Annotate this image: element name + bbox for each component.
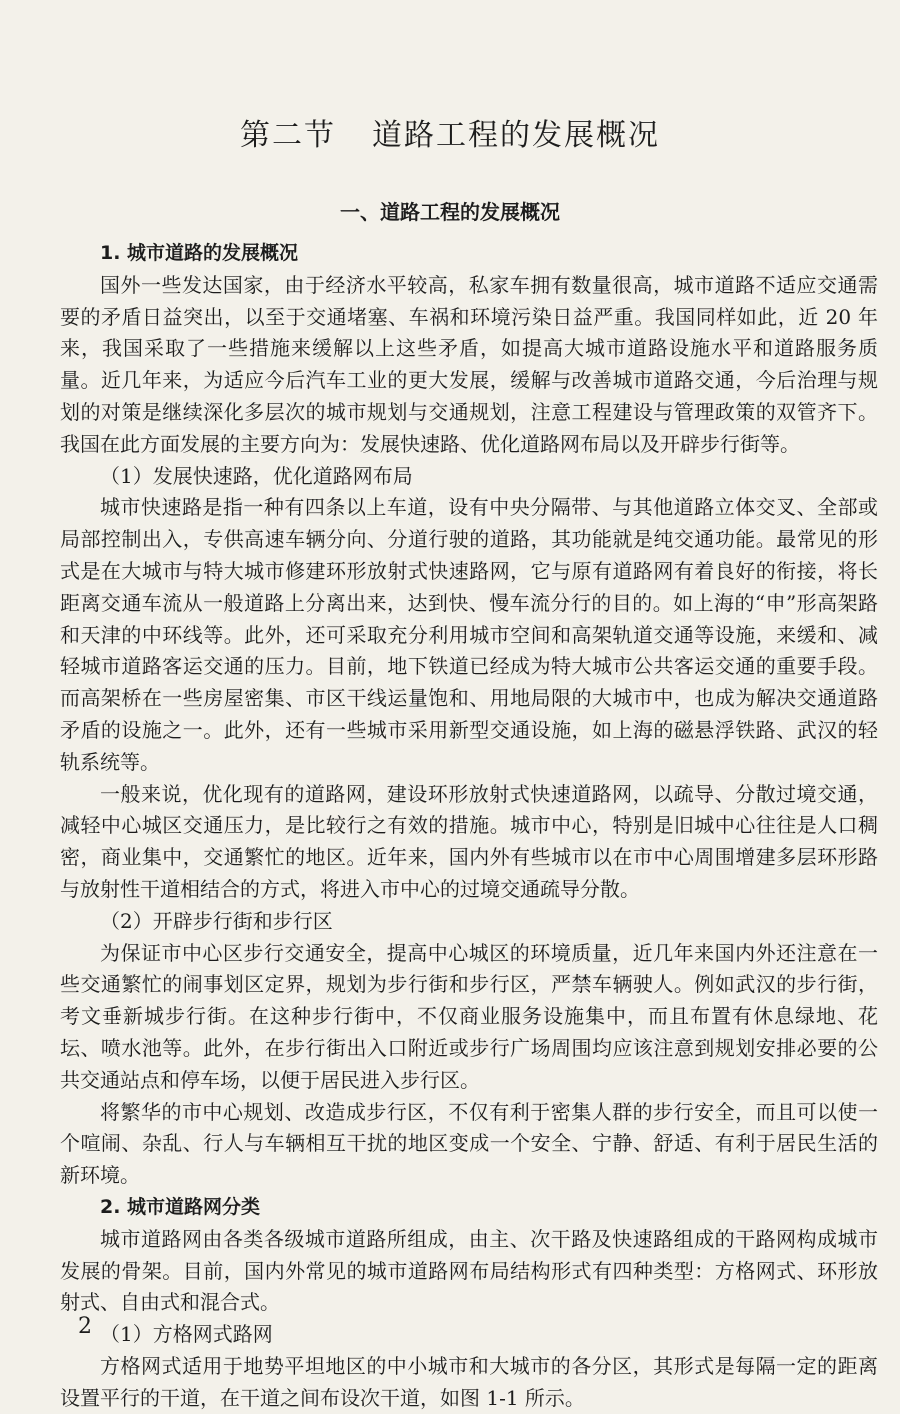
paragraph: 为保证市中心区步行交通安全，提高中心城区的环境质量，近几年来国内外还注意在一些交通繁忙的闹事划区定界，规划为步行街和步行区，严禁车辆驶人。例如武汉的步行街，考文垂新城步行街。在这种步行街中，不仅商业服务设施集中，而且布置有休息绿地、花坛、喷水池等。此外，在步行街出入口附近或步行广场周围均应该注意到规划安排必要的公共交通站点和停车场，以便于居民进入步行区。: [60, 940, 878, 1092]
paragraph: 城市快速路是指一种有四条以上车道，设有中央分隔带、与其他道路立体交叉、全部或局部控制出入，专供高速车辆分向、分道行驶的道路，其功能就是纯交通功能。最常见的形式是在大城市与特大城市修建环形放射式快速路网，它与原有道路网有着良好的衔接，将长距离交通车流从一般道路上分离出来，达到快、慢车流分行的目的。如上海的“申”形高架路和天津的中环线等。此外，还可采取充分利用城市空间和高架轨道交通等设施，来缓和、减轻城市道路客运交通的压力。目前，地下铁道已经成为特大城市公共客运交通的重要手段。而高架桥在一些房屋密集、市区干线运量饱和、用地局限的大城市中，也成为解决交通道路矛盾的设施之一。此外，还有一些城市采用新型交通设施，如上海的磁悬浮铁路、武汉的轻轨系统等。: [60, 495, 878, 774]
paragraph: 城市道路网由各类各级城市道路所组成，由主、次干路及快速路组成的干路网构成城市发展的骨架。目前，国内外常见的城市道路网布局结构形式有四种类型：方格网式、环形放射式、自由式和混合式。: [60, 1226, 878, 1315]
body-text: [60, 238, 878, 1414]
paragraph: 将繁华的市中心规划、改造成步行区，不仅有利于密集人群的步行安全，而且可以使一个喧闹、杂乱、行人与车辆相互干扰的地区变成一个安全、宁静、舒适、有利于居民生活的新环境。: [60, 1099, 878, 1188]
subsection-title: 一、道路工程的发展概况: [340, 200, 560, 224]
paragraph: 国外一些发达国家，由于经济水平较高，私家车拥有数量很高，城市道路不适应交通需要的矛盾日益突出，以至于交通堵塞、车祸和环境污染日益严重。我国同样如此，近 20 年来，我国采取了一些措施来缓解以上这些矛盾，如提高大城市道路设施水平和道路服务质量。近几年来，为适应今后汽车工业的更大发展，缓解与改善城市道路交通，今后治理与规划的对策是继续深化多层次的城市规划与交通规划，注意工程建设与管理政策的双管齐下。我国在此方面发展的主要方向为：发展快速路、优化道路网布局以及开辟步行街等。: [60, 272, 878, 456]
paragraph: 方格网式适用于地势平坦地区的中小城市和大城市的各分区，其形式是每隔一定的距离设置平行的干道，在干道之间布设次干道，如图 1-1 所示。: [60, 1353, 878, 1410]
section-number: 第二节: [240, 118, 336, 153]
paragraph-subheading: （2）开辟步行街和步行区: [100, 908, 333, 933]
section-title: [0, 110, 900, 154]
section-title-text: 道路工程的发展概况: [372, 118, 660, 153]
page-number: 2: [78, 1314, 92, 1339]
paragraph: 一般来说，优化现有的道路网，建设环形放射式快速道路网，以疏导、分散过境交通，减轻中心城区交通压力，是比较行之有效的措施。城市中心，特别是旧城中心往往是人口稠密，商业集中，交通繁忙的地区。近年来，国内外有些城市以在市中心周围增建多层环形路与放射性干道相结合的方式，将进入市中心的过境交通疏导分散。: [60, 781, 878, 901]
paragraph-subheading: （1）发展快速路，优化道路网布局: [100, 463, 413, 488]
paragraph-subheading: （1）方格网式路网: [100, 1322, 273, 1347]
paragraph-heading: 1. 城市道路的发展概况: [100, 242, 299, 264]
paragraph-heading: 2. 城市道路网分类: [100, 1195, 261, 1218]
